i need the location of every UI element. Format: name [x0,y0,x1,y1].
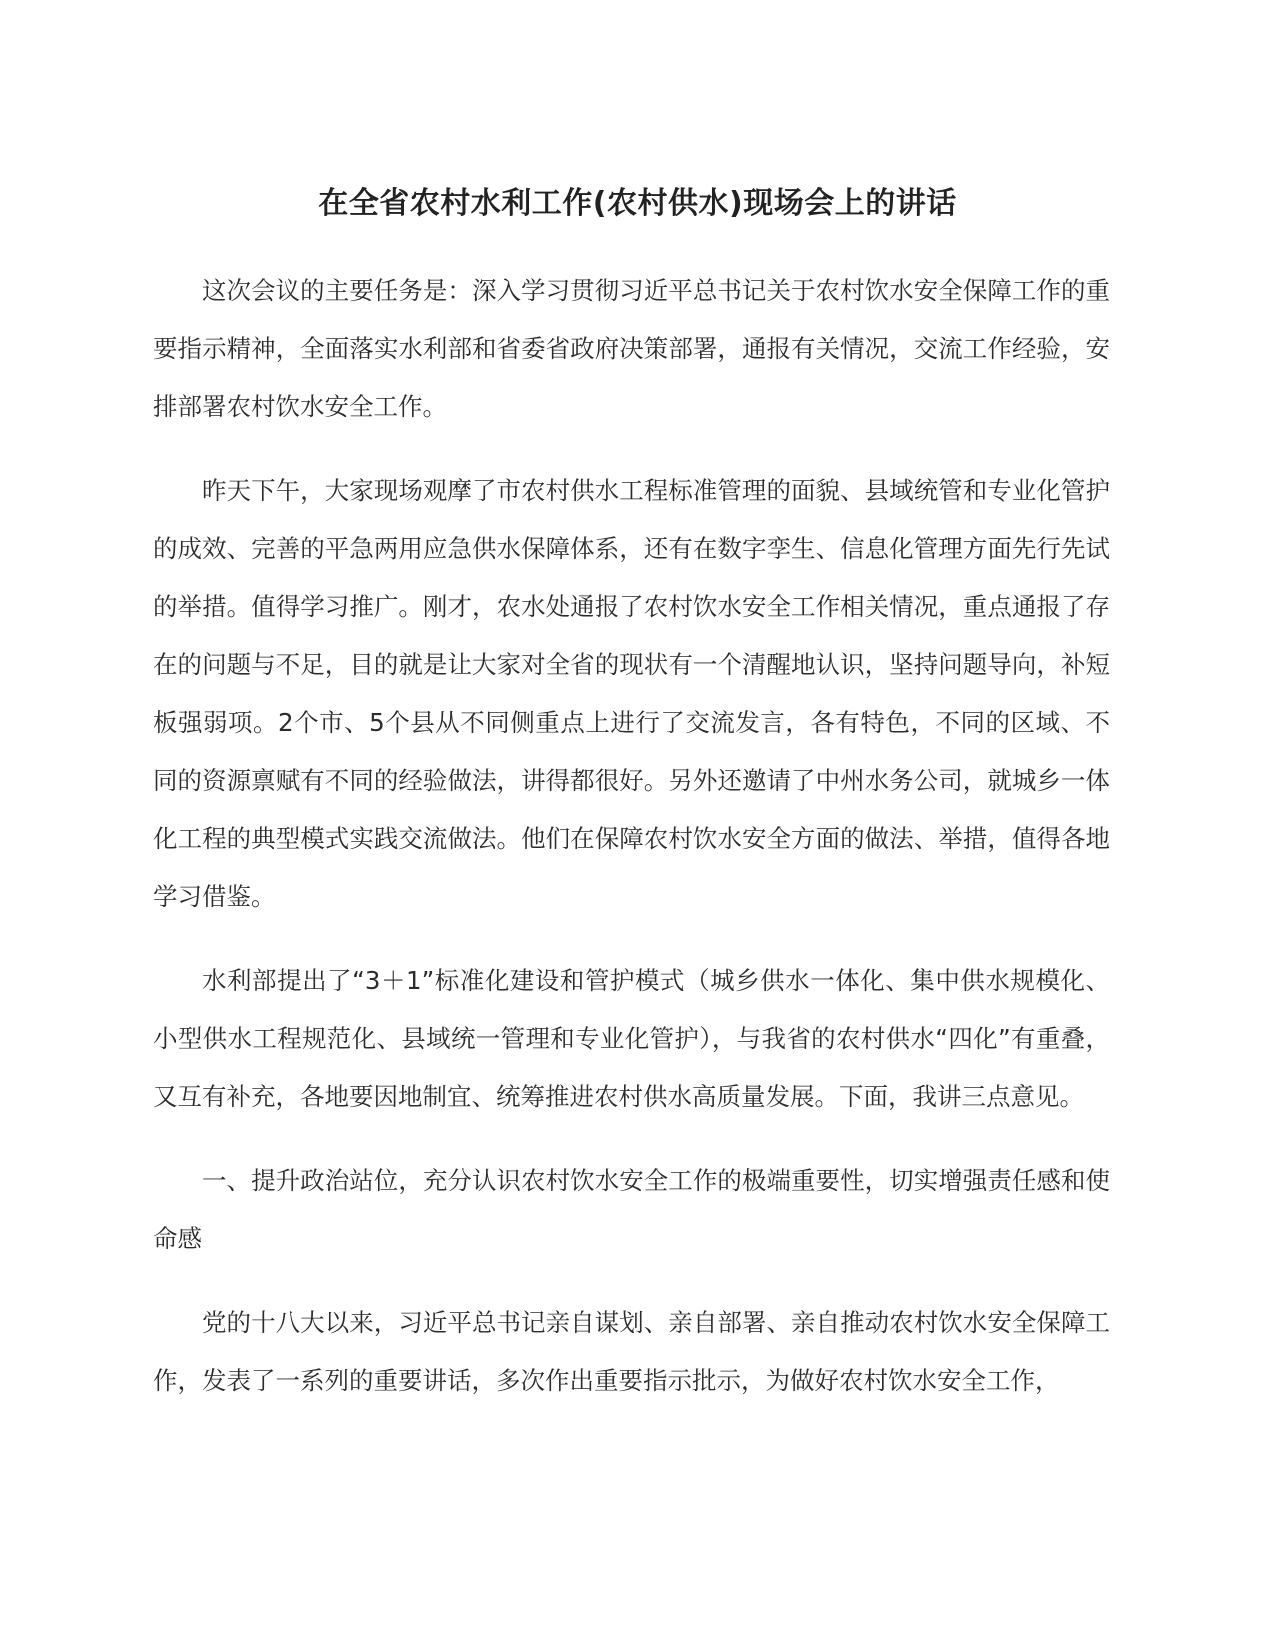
paragraph-standardization-model: 水利部提出了“3＋1”标准化建设和管护模式（城乡供水一体化、集中供水规模化、小型供水工程规范化、县域统一管理和专业化管护），与我省的农村供水“四化”有重叠，又互有补充，各地要因地制宜、统筹推进农村供水高质量发展。下面，我讲三点意见。 [153,966,1110,1111]
paragraph-party-congress: 党的十八大以来，习近平总书记亲自谋划、亲自部署、亲自推动农村饮水安全保障工作，发表了一系列的重要讲话，多次作出重要指示批示，为做好农村饮水安全工作， [153,1308,1110,1395]
paragraph-meeting-tasks: 这次会议的主要任务是：深入学习贯彻习近平总书记关于农村饮水安全保障工作的重要指示精神，全面落实水利部和省委省政府决策部署，通报有关情况，交流工作经验，安排部署农村饮水安全工作。 [153,276,1110,421]
document-body [153,262,1110,1436]
paragraph-site-visit: 昨天下午，大家现场观摩了市农村供水工程标准管理的面貌、县域统管和专业化管护的成效、完善的平急两用应急供水保障体系，还有在数字孪生、信息化管理方面先行先试的举措。值得学习推广。刚才，农水处通报了农村饮水安全工作相关情况，重点通报了存在的问题与不足，目的就是让大家对全省的现状有一个清醒地认识，坚持问题导向，补短板强弱项。2个市、5个县从不同侧重点上进行了交流发言，各有特色，不同的区域、不同的资源禀赋有不同的经验做法，讲得都很好。另外还邀请了中州水务公司，就城乡一体化工程的典型模式实践交流做法。他们在保障农村饮水安全方面的做法、举措，值得各地学习借鉴。 [153,476,1110,911]
section-heading-one: 一、提升政治站位，充分认识农村饮水安全工作的极端重要性，切实增强责任感和使命感 [153,1166,1110,1253]
document-title: 在全省农村水利工作(农村供水)现场会上的讲话 [318,186,957,221]
